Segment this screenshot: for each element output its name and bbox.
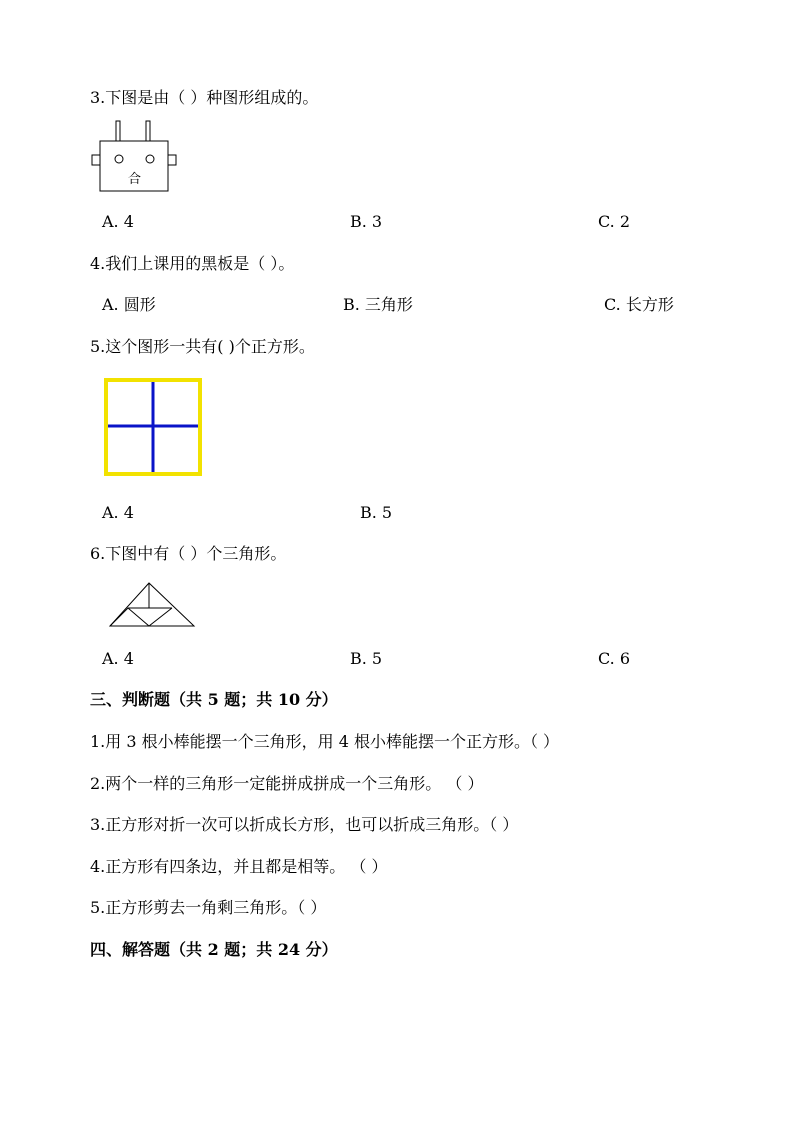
q6-option-c: C. 6 — [598, 649, 631, 668]
q4-option-a: A. 圆形 — [102, 295, 156, 314]
q5-text: 5.这个图形一共有( )个正方形。 — [90, 337, 315, 356]
q5-option-a: A. 4 — [102, 503, 134, 522]
q6-option-b: B. 5 — [350, 649, 383, 668]
section3-heading: 三、判断题（共 5 题；共 10 分） — [90, 690, 338, 709]
q3-option-b: B. 3 — [350, 212, 383, 231]
q6-triangle-figure — [108, 580, 196, 628]
q5-square-figure — [104, 378, 202, 476]
q4-option-b: B. 三角形 — [343, 295, 413, 314]
q3-robot-figure — [88, 115, 184, 195]
judge-item-4: 4.正方形有四条边，并且都是相等。 （ ） — [90, 857, 388, 876]
judge-item-1: 1.用 3 根小棒能摆一个三角形，用 4 根小棒能摆一个正方形。（ ） — [90, 732, 560, 751]
judge-item-2: 2.两个一样的三角形一定能拼成拼成一个三角形。 （ ） — [90, 774, 484, 793]
q6-option-a: A. 4 — [102, 649, 134, 668]
q6-text: 6.下图中有（ ）个三角形。 — [90, 544, 287, 563]
q4-text: 4.我们上课用的黑板是（ ）。 — [90, 254, 295, 273]
judge-item-3: 3.正方形对折一次可以折成长方形，也可以折成三角形。（ ） — [90, 815, 519, 834]
q3-figure-glyph: 合 — [128, 172, 142, 187]
q5-option-b: B. 5 — [360, 503, 393, 522]
q3-option-c: C. 2 — [598, 212, 631, 231]
section4-heading: 四、解答题（共 2 题；共 24 分） — [90, 940, 338, 959]
judge-item-5: 5.正方形剪去一角剩三角形。（ ） — [90, 898, 327, 917]
q4-option-c: C. 长方形 — [604, 295, 674, 314]
q3-option-a: A. 4 — [102, 212, 134, 231]
q3-text: 3.下图是由（ ）种图形组成的。 — [90, 88, 319, 107]
